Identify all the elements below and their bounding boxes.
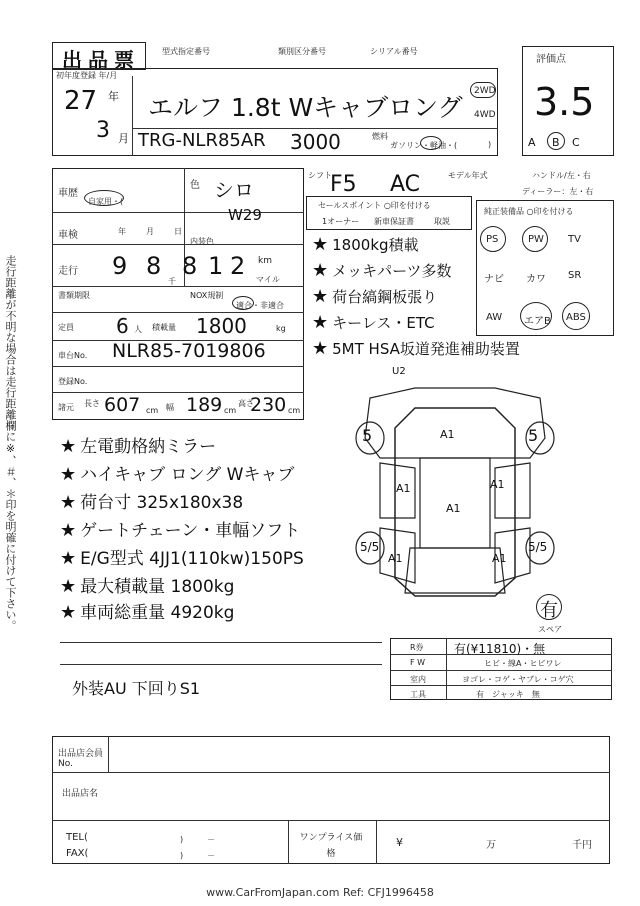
vehicle-diagram bbox=[340, 368, 570, 608]
mileage-d5: 2 bbox=[230, 252, 246, 280]
equip-airbag-circle bbox=[520, 302, 552, 330]
one-price-label: ワンプライス価格 bbox=[299, 833, 363, 859]
color-label: 色 bbox=[190, 180, 200, 191]
sp-option-2: 新車保証書 bbox=[374, 217, 414, 226]
grade-label: 評価点 bbox=[536, 54, 566, 65]
fuel-diesel-circle bbox=[420, 136, 442, 150]
grade-b: B bbox=[552, 136, 560, 149]
height-label: 高さ bbox=[238, 399, 254, 408]
shaken-label: 車歴 bbox=[58, 188, 78, 199]
damage-mark-4: A1 bbox=[446, 502, 461, 515]
load-unit: kg bbox=[276, 324, 286, 333]
mileage-km: km bbox=[258, 256, 272, 266]
shift-label: シフト bbox=[308, 171, 332, 180]
star-icon: ★ bbox=[60, 548, 77, 569]
model-year-label: モデル年式 bbox=[448, 171, 488, 180]
length-label: 長さ bbox=[84, 399, 100, 408]
feature-3: ★ 荷台縞鋼板張り bbox=[312, 286, 438, 307]
tire-rear-left: 5/5 bbox=[360, 540, 380, 554]
sp-option-3: 取説 bbox=[434, 217, 450, 226]
displacement: 3000 bbox=[290, 130, 341, 154]
grade-a: A bbox=[528, 136, 536, 149]
equip-airbag: エアB bbox=[524, 316, 551, 327]
length-unit: cm bbox=[146, 406, 159, 415]
interior-label: 室内 bbox=[410, 675, 426, 684]
note-1: ★ 左電動格納ミラー bbox=[60, 436, 217, 457]
spare-caption: スペア bbox=[538, 625, 562, 634]
sen-unit: 千円 bbox=[572, 840, 592, 851]
mileage-label: 走行 bbox=[58, 266, 78, 277]
extra-note: 外装AU 下回りS1 bbox=[72, 679, 201, 698]
mileage-mile: マイル bbox=[256, 275, 280, 284]
man-unit: 万 bbox=[486, 840, 496, 851]
width-unit: cm bbox=[224, 406, 237, 415]
star-icon: ★ bbox=[312, 260, 329, 281]
star-icon: ★ bbox=[312, 338, 329, 359]
chassis-value: NLR85-7019806 bbox=[112, 340, 266, 362]
footer-ref: www.CarFromJapan.com Ref: CFJ1996458 bbox=[206, 886, 434, 899]
equipment-header: 純正装備品 ○印を付ける bbox=[484, 207, 574, 216]
star-icon: ★ bbox=[312, 312, 329, 333]
tire-front-right: 5 bbox=[528, 426, 539, 445]
color-value: シロ bbox=[214, 178, 254, 202]
equip-navi: ナビ bbox=[484, 274, 504, 285]
drive-2wd: 2WD bbox=[474, 86, 496, 96]
year-unit: 年 bbox=[108, 90, 119, 103]
feature-5: ★ 5MT HSA坂道発進補助装置 bbox=[312, 338, 520, 359]
mileage-d3: 8 bbox=[182, 252, 198, 280]
capacity-value: 6 bbox=[116, 314, 129, 338]
equip-aw: AW bbox=[486, 312, 503, 323]
mileage-d1: 9 bbox=[112, 252, 128, 280]
load-label: 積載量 bbox=[152, 323, 176, 332]
inspection-label: 車検 bbox=[58, 230, 78, 241]
month-value: 3 bbox=[96, 118, 110, 143]
star-icon: ★ bbox=[60, 464, 77, 485]
shift-value: F5 bbox=[330, 172, 357, 197]
feature-2: ★ メッキパーツ多数 bbox=[312, 260, 452, 281]
nox-options: 適合・非適合 bbox=[236, 301, 284, 310]
fuel-label: 燃料 bbox=[372, 132, 388, 141]
shaken-options: 自家用・( bbox=[88, 197, 124, 206]
equip-abs: ABS bbox=[566, 312, 586, 323]
r-ticket-value: 有(¥11810)・無 bbox=[454, 642, 546, 656]
equip-pw: PW bbox=[528, 234, 544, 245]
equip-sr: SR bbox=[568, 270, 582, 281]
note-4: ★ ゲートチェーン・車幅ソフト bbox=[60, 520, 301, 541]
equip-ps: PS bbox=[486, 234, 499, 245]
equip-leather: カワ bbox=[526, 274, 546, 285]
shop-member-label: 出品店会員No. bbox=[58, 749, 104, 769]
spare-value: 有 bbox=[540, 600, 558, 621]
capacity-label: 定員 bbox=[58, 323, 74, 332]
tools-value: 有 ジャッキ 無 bbox=[476, 690, 540, 699]
tel-dash: ) － bbox=[180, 835, 216, 844]
star-icon: ★ bbox=[312, 234, 329, 255]
fuel-options: ガソリン・軽油・( bbox=[390, 141, 458, 150]
grade-score: 3.5 bbox=[534, 80, 595, 124]
feature-4: ★ キーレス・ETC bbox=[312, 312, 435, 333]
star-icon: ★ bbox=[60, 602, 77, 623]
note-6: ★ 最大積載量 1800kg bbox=[60, 576, 235, 597]
height-value: 230 bbox=[250, 394, 287, 416]
width-value: 189 bbox=[186, 394, 223, 416]
grade-c: C bbox=[572, 136, 580, 149]
tel-label: TEL( bbox=[66, 832, 88, 843]
star-icon: ★ bbox=[60, 576, 77, 597]
damage-mark-2: A1 bbox=[396, 482, 411, 495]
equip-pw-circle bbox=[522, 226, 548, 252]
damage-mark-6: A1 bbox=[492, 552, 507, 565]
first-reg-label: 初年度登録 年/月 bbox=[56, 71, 118, 80]
handle-label: ハンドル/左・右 bbox=[532, 171, 591, 180]
width-label: 幅 bbox=[166, 403, 174, 412]
damage-mark-5: A1 bbox=[388, 552, 403, 565]
mileage-d4: 1 bbox=[208, 252, 224, 280]
interior-color-label: 内装色 bbox=[190, 237, 214, 246]
star-icon: ★ bbox=[60, 520, 77, 541]
drive-4wd: 4WD bbox=[474, 110, 496, 120]
spare-circle bbox=[536, 594, 562, 620]
height-unit: cm bbox=[288, 406, 301, 415]
equip-abs-circle bbox=[562, 302, 590, 330]
dealer-label: ディーラー：左・右 bbox=[522, 187, 594, 196]
tire-rear-right: 5/5 bbox=[528, 540, 548, 554]
shop-name-label: 出品店名 bbox=[62, 789, 99, 799]
note-5: ★ E/G型式 4JJ1(110kw)150PS bbox=[60, 548, 304, 569]
fax-dash: ) － bbox=[180, 851, 216, 860]
ac-value: AC bbox=[390, 172, 421, 197]
model-spec-label: 型式指定番号 bbox=[162, 47, 210, 56]
fw-value: ヒビ・線A・ヒビワレ bbox=[484, 659, 562, 668]
class-no-label: 類別区分番号 bbox=[278, 47, 326, 56]
fw-label: F W bbox=[410, 658, 426, 667]
nox-label: NOX規制 bbox=[190, 291, 224, 300]
sp-option-1: 1オーナー bbox=[322, 217, 360, 226]
year-value: 27 bbox=[64, 86, 98, 116]
fax-label: FAX( bbox=[66, 848, 89, 859]
inspection-day: 日 bbox=[174, 227, 182, 236]
dims-label: 諸元 bbox=[58, 403, 74, 412]
star-icon: ★ bbox=[312, 286, 329, 307]
doc-limit-label: 書類期限 bbox=[58, 291, 90, 300]
mileage-d2: 8 bbox=[146, 252, 162, 280]
diagram-top-label: U2 bbox=[392, 366, 406, 377]
selling-points-box bbox=[306, 196, 472, 230]
shaken-jikayou-circle bbox=[84, 190, 124, 206]
serial-no-label: シリアル番号 bbox=[370, 47, 418, 56]
interior-value: ヨゴレ・コゲ・ヤブレ・コゲ穴 bbox=[462, 675, 574, 684]
mileage-thousand: 千 bbox=[168, 277, 176, 286]
damage-mark-1: A1 bbox=[440, 428, 455, 441]
color-code: W29 bbox=[228, 206, 262, 224]
yen-sign: ¥ bbox=[396, 836, 403, 849]
equip-ps-circle bbox=[480, 226, 506, 252]
r-ticket-label: R券 bbox=[410, 643, 424, 652]
drive-2wd-circle bbox=[470, 82, 496, 98]
nox-circle bbox=[232, 296, 254, 310]
reg-no-label: 登録No. bbox=[58, 377, 88, 386]
inspection-year: 年 bbox=[118, 227, 126, 236]
note-7: ★ 車両総重量 4920kg bbox=[60, 602, 235, 623]
capacity-unit: 人 bbox=[134, 325, 142, 334]
page-title: 出品票 bbox=[62, 48, 140, 72]
star-icon: ★ bbox=[60, 492, 77, 513]
selling-points-header: セールスポイント ○印を付ける bbox=[318, 201, 431, 210]
tire-front-left: 5 bbox=[362, 426, 373, 445]
tools-label: 工具 bbox=[410, 690, 426, 699]
feature-1: ★ 1800kg積載 bbox=[312, 234, 419, 255]
month-unit: 月 bbox=[118, 132, 129, 145]
model-code: TRG-NLR85AR bbox=[138, 130, 266, 151]
load-value: 1800 bbox=[196, 314, 247, 338]
star-icon: ★ bbox=[60, 436, 77, 457]
note-2: ★ ハイキャブ ロング Wキャブ bbox=[60, 464, 295, 485]
grade-b-circle bbox=[547, 132, 565, 150]
note-3: ★ 荷台寸 325x180x38 bbox=[60, 492, 244, 513]
chassis-label: 車台No. bbox=[58, 351, 88, 360]
inspection-month: 月 bbox=[146, 227, 154, 236]
equip-tv: TV bbox=[568, 234, 581, 245]
vehicle-name: エルフ 1.8t Wキャブロング bbox=[148, 93, 463, 122]
side-note: 走行距離が不明な場合は走行距離欄に※、＃、＊印を明確に付けて下さい。 bbox=[4, 255, 17, 631]
fuel-close: ) bbox=[488, 140, 492, 149]
damage-mark-3: A1 bbox=[490, 478, 505, 491]
length-value: 607 bbox=[104, 394, 141, 416]
